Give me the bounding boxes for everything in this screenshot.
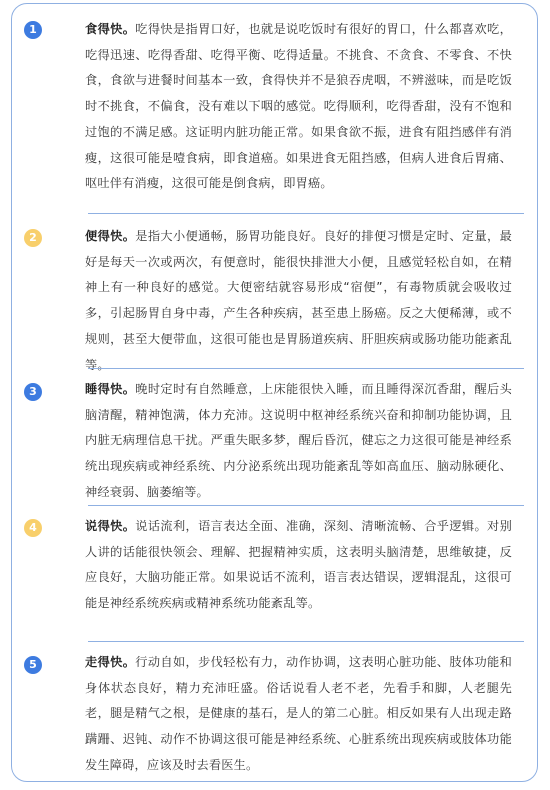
item-paragraph-1 <box>85 17 512 197</box>
item-title-period-5: 。 <box>122 655 136 669</box>
item-title-period-2: 。 <box>122 229 136 243</box>
item-title-2: 便得快 <box>85 229 123 243</box>
item-paragraph-5 <box>85 650 512 779</box>
item-body-3: 晚时定时有自然睡意，上床能很快入睡，而且睡得深沉香甜，醒后头脑清醒，精神饱满，体力充沛。这说明中枢神经系统兴奋和抑制功能协调，且内脏无病理信息干扰。严重失眠多梦，醒后昏沉，健忘之力这很可能是神经系统出现疾病或神经系统、内分泌系统出现功能紊乱等如高血压、脑动脉硬化、神经衰弱、脑萎缩等。 <box>85 382 513 499</box>
item-body-2: 是指大小便通畅，肠胃功能良好。良好的排便习惯是定时、定量，最好是每天一次或两次，有便意时，能很快排泄大小便，且感觉轻松自如，在精神上有一种良好的感觉。大便密结就容易形成“宿便”，有毒物质就会吸收过多，引起肠胃自身中毒，产生各种疾病，甚至患上肠癌。反之大便稀薄，或不规则，甚至大便带血，这很可能也是胃肠道疾病、肝胆疾病或肠功能功能紊乱等。 <box>85 229 513 372</box>
item-body-4: 说话流利，语言表达全面、准确，深刻、清晰流畅、合乎逻辑。对别人讲的话能很快领会、理解、把握精神实质，这表明头脑清楚，思维敏捷，反应良好，大脑功能正常。如果说话不流利，语言表达错误，逻辑混乱，这很可能是神经系统疾病或精神系统功能紊乱等。 <box>85 519 513 611</box>
divider-4 <box>88 641 524 642</box>
item-body-1: 吃得快是指胃口好，也就是说吃饭时有很好的胃口，什么都喜欢吃，吃得迅速、吃得香甜、吃得平衡、吃得适量。不挑食、不贪食、不零食、不快食，食欲与进餐时间基本一致，食得快并不是狼吞虎咽，不辨滋味，而是吃饭时不挑食，不偏食，没有难以下咽的感觉。吃得顺利，吃得香甜，没有不饱和过饱的不满足感。这证明内脏功能正常。如果食欲不振，进食有阻挡感伴有消瘦，这很可能是噎食病，即食道癌。如果进食无阻挡感，但病人进食后胃痛、呕吐伴有消瘦，这很可能是倒食病，即胃癌。 <box>85 22 513 191</box>
number-badge-1: 1 <box>24 21 42 39</box>
item-paragraph-2 <box>85 224 512 378</box>
number-badge-4: 4 <box>24 519 42 537</box>
divider-3 <box>88 505 524 506</box>
item-title-period-4: 。 <box>122 519 136 533</box>
number-badge-2: 2 <box>24 229 42 247</box>
item-title-period-3: 。 <box>122 382 136 396</box>
item-title-4: 说得快 <box>85 519 123 533</box>
number-badge-5: 5 <box>24 656 42 674</box>
item-title-5: 走得快 <box>85 655 123 669</box>
item-title-period-1: 。 <box>122 22 136 36</box>
number-badge-3: 3 <box>24 383 42 401</box>
item-paragraph-4 <box>85 514 512 617</box>
divider-2 <box>88 368 524 369</box>
item-title-3: 睡得快 <box>85 382 123 396</box>
item-paragraph-3 <box>85 377 512 506</box>
item-body-5: 行动自如，步伐轻松有力，动作协调，这表明心脏功能、肢体功能和身体状态良好，精力充沛旺盛。俗话说看人老不老，先看手和脚，人老腿先老，腿是精气之根，是健康的基石，是人的第二心脏。相反如果有人出现走路蹒跚、迟钝、动作不协调这很可能是神经系统、心脏系统出现疾病或肢体功能发生障碍，应该及时去看医生。 <box>85 655 513 772</box>
divider-1 <box>88 213 524 214</box>
item-title-1: 食得快 <box>85 22 123 36</box>
